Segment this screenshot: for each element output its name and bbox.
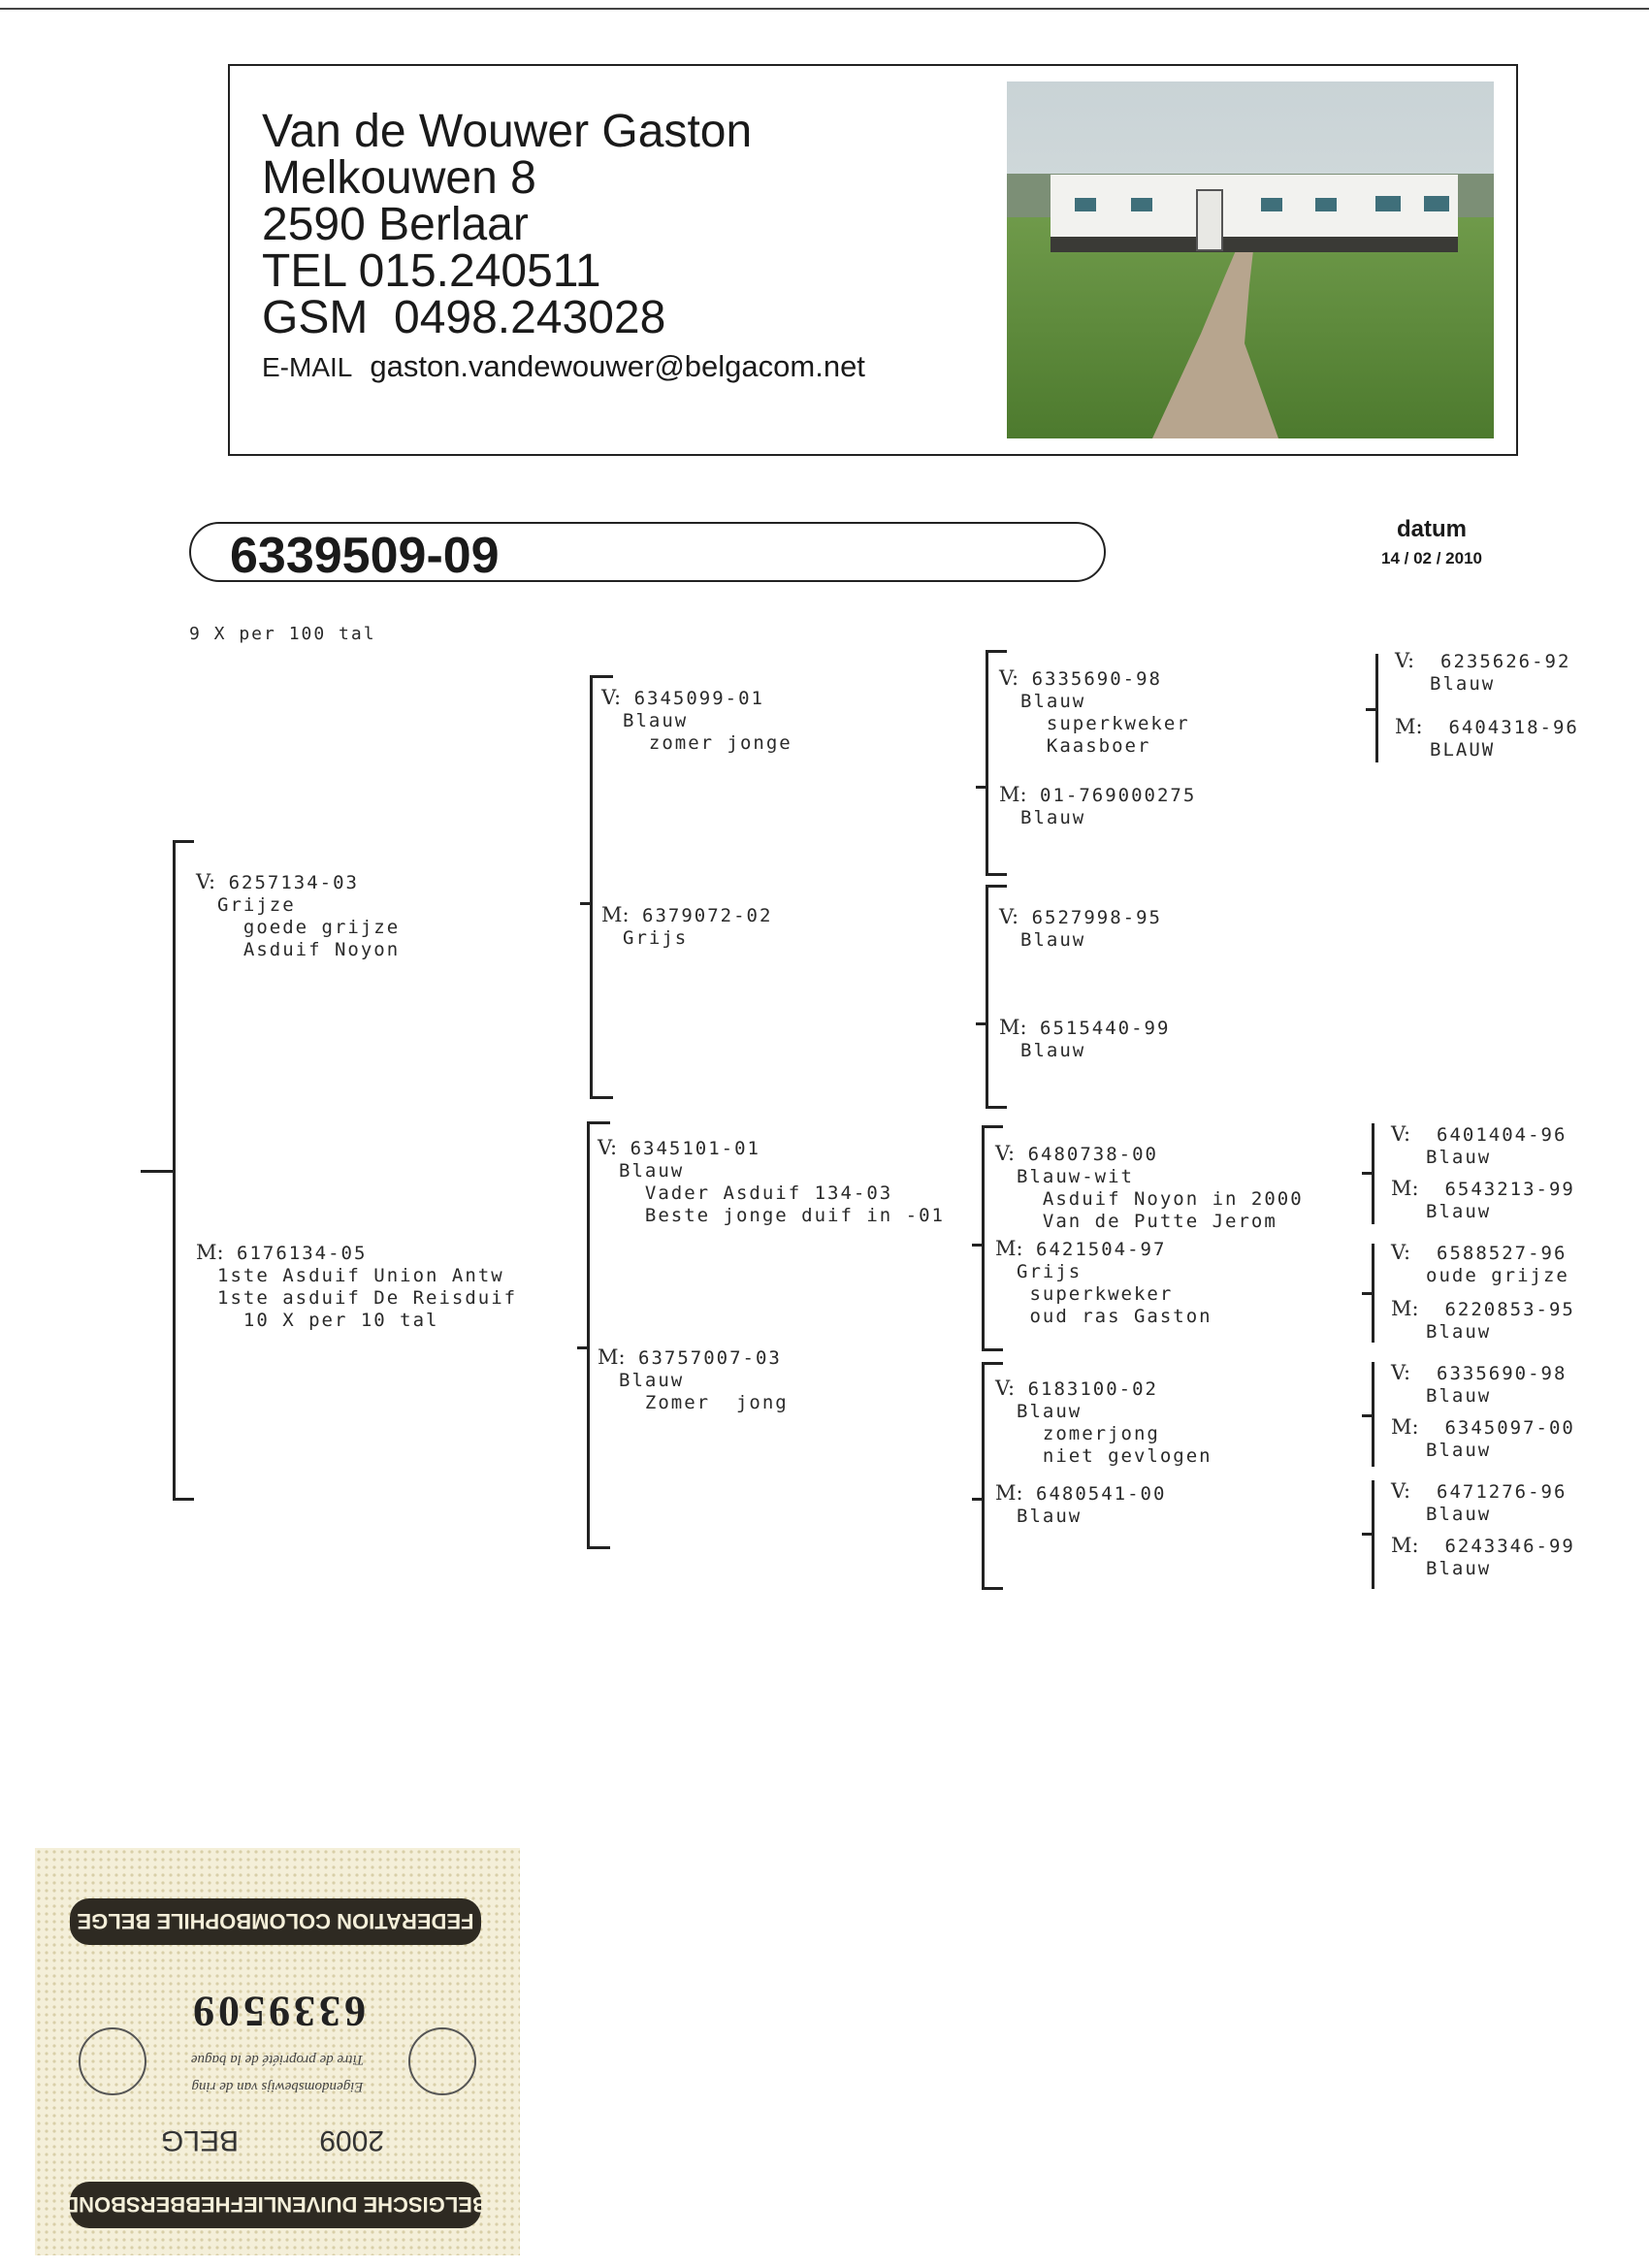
entry-line: niet gevlogen bbox=[1017, 1445, 1212, 1467]
entry-head bbox=[995, 1143, 1304, 1166]
ring-id: 6335690-98 bbox=[1031, 668, 1162, 690]
ring-id: 6480541-00 bbox=[1036, 1483, 1167, 1505]
bracket-gen4-2-stub bbox=[1362, 1172, 1374, 1175]
ring-id: 6335690-98 bbox=[1437, 1363, 1568, 1384]
bracket-gen4-5-stub bbox=[1362, 1533, 1374, 1536]
mother-entry bbox=[196, 1242, 517, 1332]
parent-prefix: V: bbox=[999, 905, 1019, 928]
parent-prefix: M: bbox=[999, 1016, 1027, 1039]
note: 9 X per 100 tal bbox=[189, 624, 376, 644]
entry-line: Zomer jong bbox=[619, 1392, 789, 1413]
parent-prefix: M: bbox=[1391, 1534, 1419, 1557]
parent-prefix: M: bbox=[995, 1481, 1023, 1505]
ring-id: 6480738-00 bbox=[1027, 1144, 1158, 1165]
entry-head bbox=[1391, 1416, 1575, 1440]
entry-line: Grijze bbox=[217, 894, 296, 916]
owner-gsm: GSM 0498.243028 bbox=[262, 292, 666, 343]
entry-head bbox=[196, 871, 400, 894]
bracket-gen3c-stub bbox=[972, 1244, 984, 1247]
entry-head bbox=[598, 1346, 789, 1370]
parent-prefix: V: bbox=[1391, 1361, 1411, 1384]
ring-id: 6515440-99 bbox=[1040, 1018, 1171, 1039]
entry-line: zomer jonge bbox=[623, 732, 792, 754]
parent-prefix: M: bbox=[1391, 1415, 1419, 1439]
ring-id: 6183100-02 bbox=[1027, 1378, 1158, 1400]
entry-head bbox=[1391, 1242, 1569, 1265]
mmm-entry bbox=[995, 1482, 1166, 1528]
entry-line: Blauw bbox=[1017, 1401, 1083, 1422]
email-label: E-MAIL bbox=[262, 352, 353, 382]
entry-line: Blauw bbox=[619, 1370, 685, 1391]
g4-entry-8 bbox=[1391, 1416, 1575, 1462]
bracket-gen2a-bottom bbox=[590, 1096, 613, 1099]
ring-number: 6339509-09 bbox=[230, 528, 500, 584]
g4-entry-3 bbox=[1391, 1123, 1567, 1169]
bracket-gen3b-top bbox=[986, 885, 1007, 888]
entry-line: Grijs bbox=[1017, 1261, 1083, 1282]
entry-line: Blauw bbox=[1426, 1201, 1492, 1222]
card-bottom-text: BELGISCHE DUIVENLIEFHEBBERSBOND bbox=[63, 2192, 488, 2217]
ring-certificate-card bbox=[35, 1848, 520, 2255]
entry-line: Blauw bbox=[1017, 1506, 1083, 1527]
entry-head bbox=[1391, 1362, 1567, 1385]
entry-head bbox=[1391, 1178, 1575, 1201]
bracket-gen3c bbox=[982, 1125, 985, 1350]
ring-id: 6235626-92 bbox=[1440, 651, 1571, 672]
ring-id: 6176134-05 bbox=[237, 1243, 368, 1264]
owner-info bbox=[262, 106, 865, 384]
datum-value: 14 / 02 / 2010 bbox=[1381, 549, 1482, 567]
ring-id: 6401404-96 bbox=[1437, 1124, 1568, 1146]
parent-prefix: M: bbox=[999, 783, 1027, 806]
owner-street: Melkouwen 8 bbox=[262, 152, 536, 204]
ring-id: 6404318-96 bbox=[1448, 717, 1579, 738]
entry-line: 10 X per 10 tal bbox=[217, 1310, 439, 1331]
top-rule bbox=[0, 8, 1649, 10]
bracket-gen3a-top bbox=[986, 650, 1007, 653]
entry-line: Blauw bbox=[1426, 1385, 1492, 1407]
entry-line: Blauw bbox=[623, 710, 689, 731]
entry-line: Blauw-wit bbox=[1017, 1166, 1134, 1187]
ring-id: 6421504-97 bbox=[1036, 1239, 1167, 1260]
entry-line: Blauw bbox=[1020, 807, 1086, 828]
owner-name: Van de Wouwer Gaston bbox=[262, 106, 753, 157]
bracket-gen3b-stub bbox=[976, 1022, 987, 1025]
entry-line: oud ras Gaston bbox=[1017, 1306, 1212, 1327]
bracket-gen3a-bottom bbox=[986, 873, 1007, 876]
ring-id: 6471276-96 bbox=[1437, 1481, 1568, 1503]
parent-prefix: V: bbox=[995, 1377, 1016, 1400]
bracket-gen2a-stub bbox=[580, 902, 592, 905]
g4-entry-5 bbox=[1391, 1242, 1569, 1287]
entry-head bbox=[1391, 1298, 1575, 1321]
entry-head bbox=[1391, 1535, 1575, 1558]
mfm-entry bbox=[995, 1238, 1212, 1328]
father-entry bbox=[196, 871, 400, 961]
bracket-gen3d bbox=[982, 1362, 985, 1589]
entry-head bbox=[601, 904, 772, 927]
entry-line: Blauw bbox=[619, 1160, 685, 1182]
fmm-entry bbox=[999, 1017, 1170, 1062]
bracket-gen3d-stub bbox=[972, 1498, 984, 1501]
g4-entry-4 bbox=[1391, 1178, 1575, 1223]
g4-entry-9 bbox=[1391, 1480, 1567, 1526]
entry-line: BLAUW bbox=[1430, 739, 1496, 761]
entry-line: goede grijze bbox=[217, 917, 401, 938]
owner-city: 2590 Berlaar bbox=[262, 199, 529, 250]
ring-id: 6345101-01 bbox=[630, 1138, 760, 1159]
bracket-gen3b-bottom bbox=[986, 1106, 1007, 1109]
card-line1: Titre de propriété de la bague bbox=[190, 2052, 365, 2067]
parent-prefix: V: bbox=[601, 686, 622, 709]
loft-photo bbox=[1007, 81, 1494, 438]
ring-id: 6379072-02 bbox=[642, 905, 773, 926]
entry-line: Beste jonge duif in -01 bbox=[619, 1205, 945, 1226]
owner-tel: TEL 015.240511 bbox=[262, 245, 601, 297]
bracket-gen3c-bottom bbox=[982, 1348, 1003, 1351]
bracket-gen4-4-stub bbox=[1362, 1414, 1374, 1417]
ring-id: 01-769000275 bbox=[1040, 785, 1197, 806]
parent-prefix: V: bbox=[598, 1136, 618, 1159]
parent-prefix: M: bbox=[995, 1237, 1023, 1260]
bracket-gen3c-top bbox=[982, 1125, 1003, 1128]
owner-email-row bbox=[262, 349, 865, 384]
entry-head bbox=[999, 1017, 1170, 1040]
entry-line: Blauw bbox=[1426, 1321, 1492, 1343]
datum-label: datum bbox=[1397, 516, 1467, 542]
entry-line: zomerjong bbox=[1017, 1423, 1160, 1444]
entry-head bbox=[1391, 1480, 1567, 1504]
bracket-gen2a bbox=[590, 675, 593, 1098]
bracket-gen2b bbox=[587, 1121, 590, 1548]
bracket-gen1-top bbox=[173, 840, 194, 843]
ff-entry bbox=[601, 687, 792, 755]
parent-prefix: M: bbox=[1391, 1177, 1419, 1200]
g4-entry-7 bbox=[1391, 1362, 1567, 1408]
entry-head bbox=[999, 906, 1162, 929]
parent-prefix: M: bbox=[1395, 715, 1423, 738]
bracket-gen2b-bottom bbox=[587, 1546, 610, 1549]
bracket-gen3d-top bbox=[982, 1362, 1003, 1365]
card-year: 2009 bbox=[319, 2124, 384, 2156]
entry-line: superkweker bbox=[1017, 1283, 1174, 1305]
card-number: 6339509 bbox=[189, 1988, 366, 2035]
g4-entry-6 bbox=[1391, 1298, 1575, 1344]
ring-id: 6345097-00 bbox=[1444, 1417, 1575, 1439]
entry-line: Grijs bbox=[623, 927, 689, 949]
bracket-gen4-1-stub bbox=[1366, 708, 1377, 711]
parent-prefix: V: bbox=[196, 870, 216, 893]
bracket-gen3a bbox=[986, 650, 988, 875]
parent-prefix: V: bbox=[1395, 649, 1415, 672]
entry-head bbox=[999, 784, 1196, 807]
g4-entry-1 bbox=[1395, 650, 1570, 696]
bracket-gen1-stub bbox=[141, 1170, 174, 1173]
entry-line: oude grijze bbox=[1426, 1265, 1569, 1286]
entry-line: Kaasboer bbox=[1020, 735, 1151, 757]
entry-head bbox=[196, 1242, 517, 1265]
entry-line: Asduif Noyon bbox=[217, 939, 401, 960]
entry-line: Blauw bbox=[1020, 1040, 1086, 1061]
bracket-gen3b bbox=[986, 885, 988, 1108]
parent-prefix: M: bbox=[598, 1345, 626, 1369]
ring-id: 6243346-99 bbox=[1444, 1536, 1575, 1557]
ring-id: 6543213-99 bbox=[1444, 1179, 1575, 1200]
ring-id: 6345099-01 bbox=[633, 688, 764, 709]
parent-prefix: M: bbox=[601, 903, 630, 926]
g4-entry-10 bbox=[1391, 1535, 1575, 1580]
entry-head bbox=[995, 1238, 1212, 1261]
bracket-gen2b-stub bbox=[577, 1346, 589, 1349]
mm-entry bbox=[598, 1346, 789, 1414]
entry-line: Blauw bbox=[1430, 673, 1496, 695]
ring-id: 6588527-96 bbox=[1437, 1243, 1568, 1264]
parent-prefix: V: bbox=[995, 1142, 1016, 1165]
ring-id: 63757007-03 bbox=[638, 1347, 782, 1369]
bracket-gen2b-top bbox=[587, 1121, 610, 1124]
g4-entry-2 bbox=[1395, 716, 1579, 761]
entry-line: superkweker bbox=[1020, 713, 1190, 734]
card-top-text: FEDERATION COLOMBOPHILE BELGE bbox=[77, 1909, 474, 1933]
parent-prefix: V: bbox=[1391, 1241, 1411, 1264]
entry-head bbox=[1391, 1123, 1567, 1147]
entry-line: Blauw bbox=[1426, 1440, 1492, 1461]
entry-line: Blauw bbox=[1426, 1504, 1492, 1525]
ffm-entry bbox=[999, 784, 1196, 829]
email-address[interactable]: gaston.vandewouwer@belgacom.net bbox=[370, 349, 865, 383]
entry-line: 1ste Asduif Union Antw bbox=[217, 1265, 504, 1286]
entry-line: Blauw bbox=[1020, 691, 1086, 712]
card-line2: Eigendomsbewijs van de ring bbox=[191, 2079, 364, 2094]
bracket-gen3d-bottom bbox=[982, 1587, 1003, 1590]
ring-id: 6527998-95 bbox=[1031, 907, 1162, 928]
entry-head bbox=[1395, 716, 1579, 739]
entry-line: Van de Putte Jerom bbox=[1017, 1211, 1277, 1232]
entry-head bbox=[995, 1482, 1166, 1506]
fmf-entry bbox=[999, 906, 1162, 952]
bracket-gen3a-stub bbox=[976, 786, 987, 789]
entry-head bbox=[601, 687, 792, 710]
bracket-gen2a-top bbox=[590, 675, 613, 678]
fff-entry bbox=[999, 667, 1190, 758]
entry-head bbox=[598, 1137, 945, 1160]
parent-prefix: M: bbox=[1391, 1297, 1419, 1320]
mf-entry bbox=[598, 1137, 945, 1227]
entry-line: Blauw bbox=[1020, 929, 1086, 951]
bracket-gen4-3-stub bbox=[1362, 1292, 1374, 1295]
entry-line: 1ste asduif De Reisduif bbox=[217, 1287, 518, 1309]
entry-head bbox=[1395, 650, 1570, 673]
entry-head bbox=[995, 1377, 1212, 1401]
ring-id: 6220853-95 bbox=[1444, 1299, 1575, 1320]
entry-head bbox=[999, 667, 1190, 691]
parent-prefix: M: bbox=[196, 1241, 224, 1264]
mmf-entry bbox=[995, 1377, 1212, 1468]
entry-line: Asduif Noyon in 2000 bbox=[1017, 1188, 1304, 1210]
mff-entry bbox=[995, 1143, 1304, 1233]
fm-entry bbox=[601, 904, 772, 950]
bracket-gen1-bottom bbox=[173, 1498, 194, 1501]
card-country: BELG bbox=[160, 2124, 239, 2156]
entry-line: Vader Asduif 134-03 bbox=[619, 1183, 893, 1204]
parent-prefix: V: bbox=[1391, 1122, 1411, 1146]
ring-id: 6257134-03 bbox=[228, 872, 359, 893]
parent-prefix: V: bbox=[1391, 1479, 1411, 1503]
parent-prefix: V: bbox=[999, 666, 1019, 690]
entry-line: Blauw bbox=[1426, 1558, 1492, 1579]
entry-line: Blauw bbox=[1426, 1147, 1492, 1168]
